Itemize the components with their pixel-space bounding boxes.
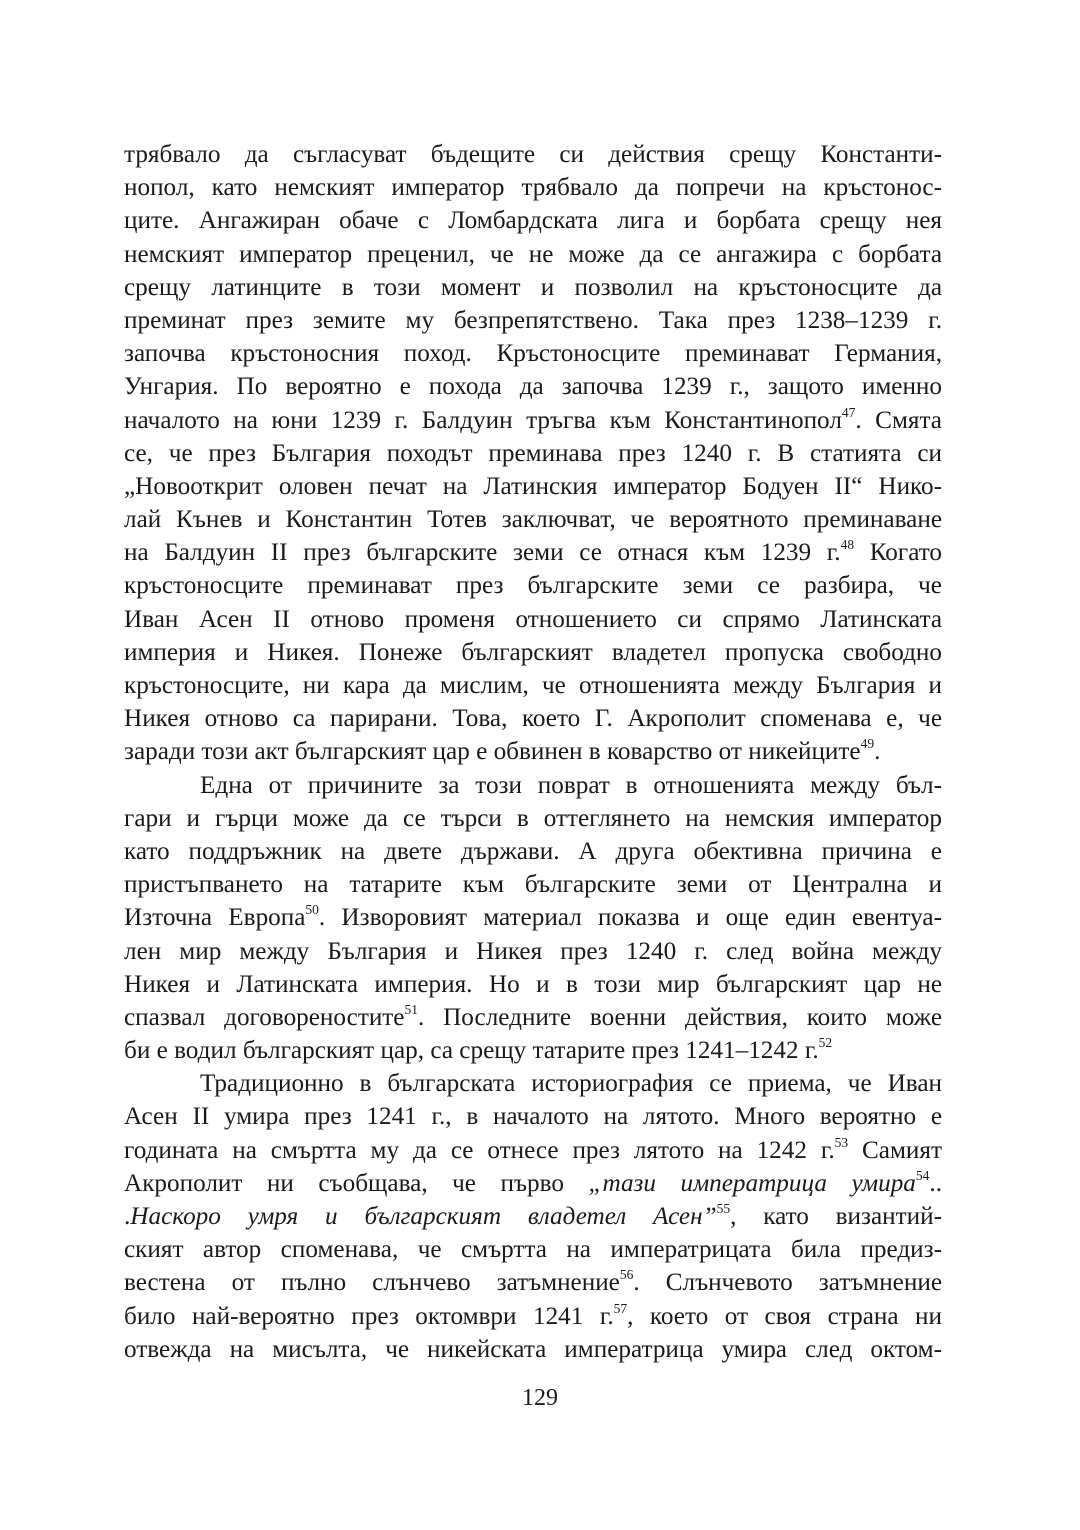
text-line: пристъпването на татарите към българските земи от Централна и <box>124 871 942 899</box>
footnote-ref: 56 <box>619 1267 634 1283</box>
text-line: Традиционно в българската историография се приема, че Иван <box>200 1070 942 1098</box>
text-line: началото на юни 1239 г. Балдуин тръгва към Константинопол$^{47}$. Смята <box>124 404 942 434</box>
paragraph-2 <box>124 769 942 1068</box>
text-line: на Балдуин II през българските земи се отнася към 1239 г.$^{48}$ Когато <box>124 537 943 567</box>
text-line: спазвал договореностите$^{51}$. Последните военни действия, които може <box>124 1001 942 1031</box>
text-line: кръстоносците преминават през българските земи се разбира, че <box>124 572 942 600</box>
text-line: Една от причините за този поврат в отношенията между бъл- <box>200 771 942 799</box>
paragraph-1 <box>124 138 942 769</box>
text-line: „Новооткрит оловен печат на Латинския император Бодуен II“ Нико- <box>124 472 942 500</box>
text-line: заради този акт българският цар е обвинен в коварство от никейците$^{49}$. <box>124 736 881 766</box>
footnote-ref: 47 <box>841 404 856 420</box>
text-line: Асен II умира през 1241 г., в началото на лятото. Много вероятно е <box>124 1103 942 1131</box>
text-line: като поддръжник на двете държави. А друга обективна причина е <box>124 837 942 865</box>
italic-quote: Наскоро умря и българският владетел Асен” <box>130 1203 717 1230</box>
text-line: Иван Асен II отново променя отношението си спрямо Латинската <box>124 605 942 633</box>
text-line: преминат през земите му безпрепятствено. Така през 1238–1239 г. <box>124 306 942 334</box>
paragraph-3 <box>124 1067 942 1366</box>
footnote-ref: 48 <box>840 537 855 553</box>
text-line: би е водил българският цар, са срещу татарите през 1241–1242 г.$^{52}$ <box>124 1035 833 1065</box>
text-line: отвежда на мисълта, че никейската императрица умира след октом- <box>124 1335 942 1363</box>
text-line: немският император преценил, че не може да се ангажира с борбата <box>124 240 942 268</box>
text-line: вестена от пълно слънчево затъмнение$^{56}$. Слънчевото затъмнение <box>124 1267 942 1297</box>
footnote-ref: 53 <box>834 1134 849 1150</box>
text-line: Никея и Латинската империя. Но и в този мир българският цар не <box>124 970 942 998</box>
footnote-ref: 57 <box>613 1300 628 1316</box>
document-page <box>124 138 942 1366</box>
text-line: ският автор споменава, че смъртта на императрицата била предиз- <box>124 1236 942 1264</box>
footnote-ref: 50 <box>305 902 319 918</box>
text-line: Унгария. По вероятно е похода да започва 1239 г., защото именно <box>124 373 942 401</box>
text-line: лай Кънев и Константин Тотев заключват, че вероятното преминаване <box>124 506 942 534</box>
text-line: ците. Ангажиран обаче с Ломбардската лига и борбата срещу нея <box>124 207 942 235</box>
text-line: започва кръстоносния поход. Кръстоносците преминават Германия, <box>124 340 942 368</box>
text-line: гари и гърци може да се търси в оттеглянето на немския император <box>124 804 942 832</box>
text-line: трябвало да съгласуват бъдещите си действия срещу Константи- <box>124 141 942 168</box>
text-line: лен мир между България и Никея през 1240 г. след война между <box>124 937 942 965</box>
text-line: Никея отново са парирани. Това, което Г. Акрополит споменава е, че <box>124 705 942 733</box>
text-line: Източна Европа$^{50}$. Изворовият материал показва и още един евентуа- <box>124 902 942 932</box>
text-line: нопол, като немският император трябвало да попречи на кръстонос- <box>124 174 942 202</box>
footnote-ref: 54 <box>915 1167 930 1183</box>
text-line: Акрополит ни съобщава, че първо „тази императрица умира$^{54}$.. <box>124 1167 942 1197</box>
footnote-ref: 49 <box>860 736 875 752</box>
text-line: .Наскоро умря и българският владетел Асен”$^{55}$, като византий- <box>124 1201 942 1230</box>
text-line: империя и Никея. Понеже българският владетел пропуска свободно <box>124 638 942 666</box>
footnote-ref: 52 <box>818 1035 833 1051</box>
text-line: годината на смъртта му да се отнесе през лятото на 1242 г.$^{53}$ Самият <box>124 1134 942 1164</box>
italic-quote: „тази императрица умира <box>588 1169 916 1197</box>
text-line: било най-вероятно през октомври 1241 г.$^{57}$, което от своя страна ни <box>124 1300 942 1330</box>
footnote-ref: 55 <box>716 1201 731 1216</box>
text-line: се, че през България походът преминава през 1240 г. В статията си <box>124 439 942 467</box>
text-line: срещу латинците в този момент и позволил на кръстоносците да <box>124 273 942 301</box>
page-number: 129 <box>522 1385 558 1411</box>
footnote-ref: 51 <box>404 1001 418 1017</box>
text-line: кръстоносците, ни кара да мислим, че отношенията между България и <box>124 672 942 699</box>
